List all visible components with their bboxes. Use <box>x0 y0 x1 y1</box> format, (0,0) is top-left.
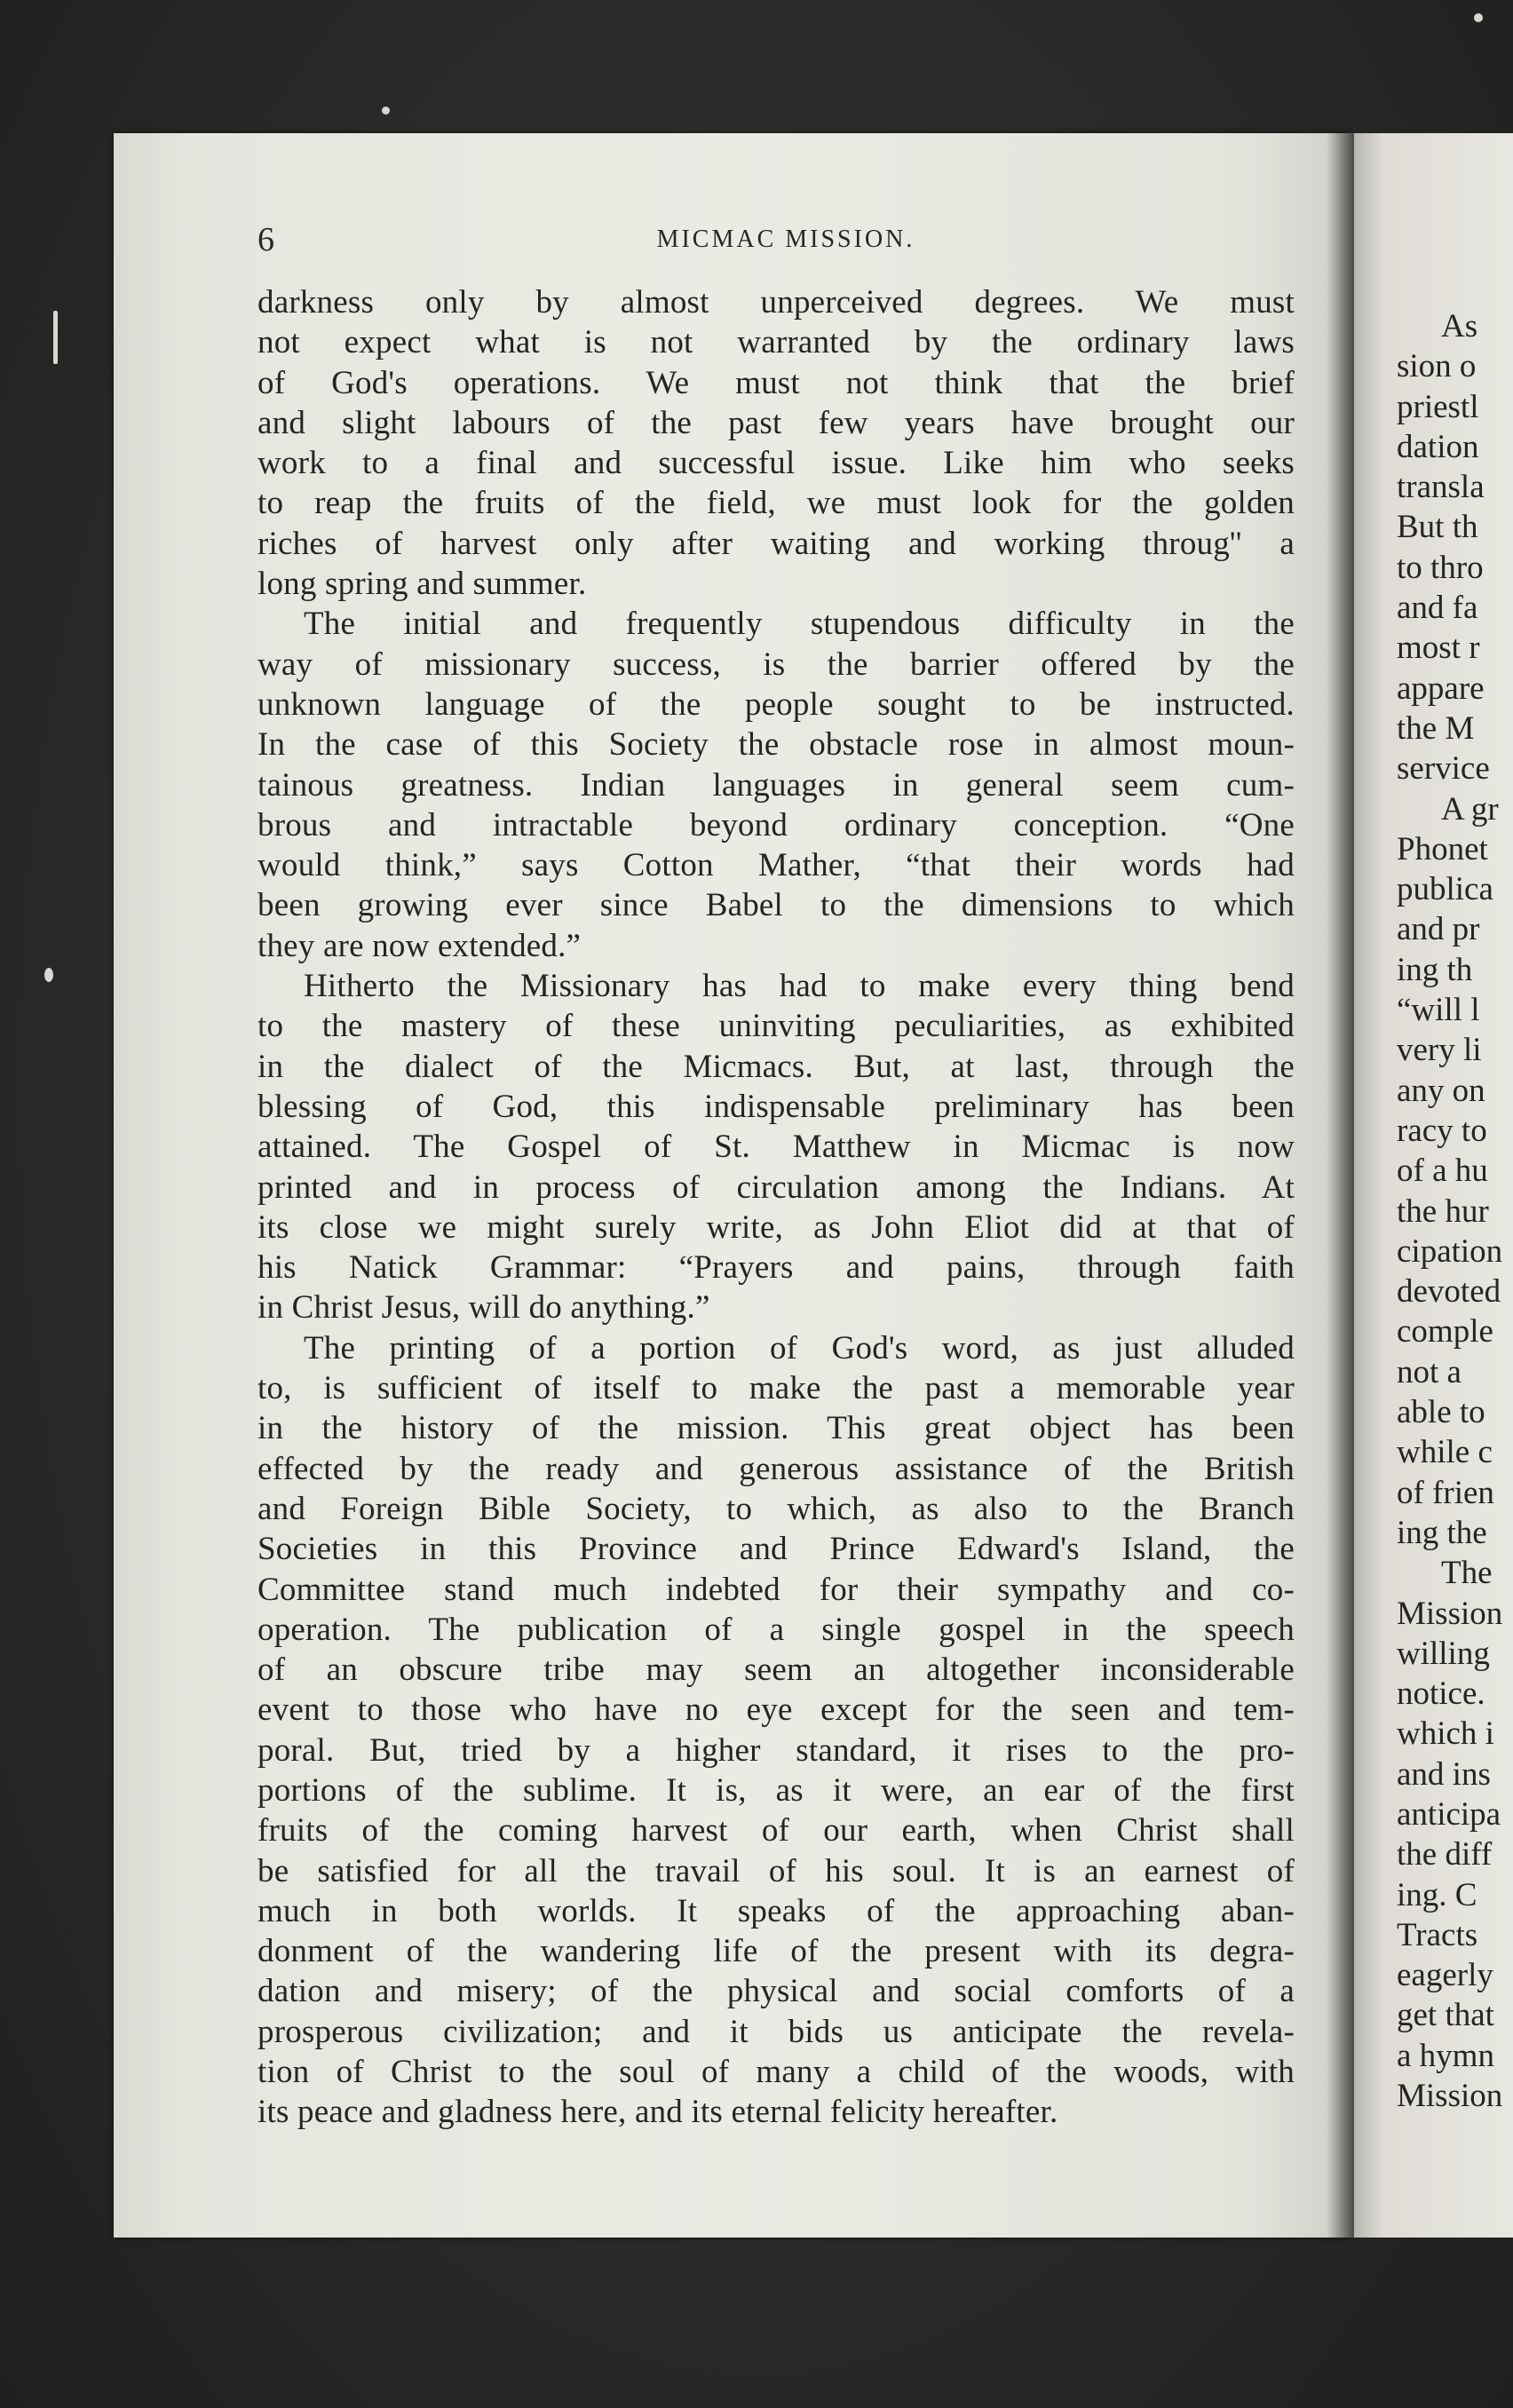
text-line: event to those who have no eye except for the seen and tem- <box>257 1691 1295 1729</box>
right-page-body <box>1397 306 1513 2116</box>
cropped-text-line: the hur <box>1397 1192 1489 1230</box>
cropped-text-line: cipation <box>1397 1232 1503 1270</box>
cropped-text-line: sion o <box>1397 348 1477 385</box>
cropped-text-line: racy to <box>1397 1112 1487 1149</box>
cropped-text-line: very li <box>1397 1032 1482 1069</box>
cropped-text-line: Tracts <box>1397 1916 1478 1953</box>
text-line: tainous greatness. Indian languages in general seem cum- <box>257 766 1295 804</box>
text-line: portions of the sublime. It is, as it were, an ear of the first <box>257 1771 1295 1809</box>
page-title: MICMAC MISSION. <box>656 226 915 253</box>
cropped-text-line: service <box>1397 750 1490 788</box>
text-line: its peace and gladness here, and its eternal felicity hereafter. <box>257 2094 1058 2131</box>
cropped-text-line: to thro <box>1397 549 1484 586</box>
cropped-text-line: comple <box>1397 1313 1493 1351</box>
text-line: its close we might surely write, as John Eliot did at that of <box>257 1208 1295 1246</box>
cropped-text-line: anticipa <box>1397 1795 1501 1833</box>
cropped-text-line: of a hu <box>1397 1153 1488 1190</box>
cropped-text-line: ing th <box>1397 951 1473 988</box>
cropped-text-line: a hymn <box>1397 2037 1494 2074</box>
cropped-text-line: notice. <box>1397 1675 1485 1713</box>
text-line: to reap the fruits of the field, we must look for the golden <box>257 485 1295 522</box>
text-line: Hitherto the Missionary has had to make every thing bend <box>304 968 1295 1005</box>
cropped-text-line: But th <box>1397 509 1478 546</box>
text-line: much in both worlds. It speaks of the approaching aban- <box>257 1892 1295 1929</box>
text-line: dation and misery; of the physical and social comforts of a <box>257 1973 1295 2010</box>
cropped-text-line: not a <box>1397 1353 1462 1390</box>
text-line: to, is sufficient of itself to make the past a memorable year <box>257 1370 1295 1407</box>
text-line: tion of Christ to the soul of many a child of the woods, with <box>257 2054 1295 2091</box>
cropped-text-line: able to <box>1397 1394 1485 1431</box>
left-page-body <box>257 282 1295 2133</box>
cropped-text-line: eagerly <box>1397 1957 1493 1994</box>
text-line: riches of harvest only after waiting and working throug'' a <box>257 525 1295 562</box>
text-line: be satisfied for all the travail of his soul. It is an earnest of <box>257 1852 1295 1889</box>
cropped-text-line: willing <box>1397 1635 1490 1672</box>
cropped-text-line: publica <box>1397 871 1493 908</box>
cropped-text-line: the M <box>1397 709 1475 747</box>
cropped-text-line: Phonet <box>1397 830 1488 867</box>
text-line: been growing ever since Babel to the dimensions to which <box>257 887 1295 924</box>
dust-speck <box>44 968 53 982</box>
text-line: brous and intractable beyond ordinary conception. “One <box>257 806 1295 844</box>
text-line: The initial and frequently stupendous difficulty in the <box>304 606 1295 643</box>
cropped-text-line: Mission <box>1397 2078 1503 2115</box>
cropped-text-line: dation <box>1397 428 1479 465</box>
text-line: not expect what is not warranted by the ordinary laws <box>257 324 1295 361</box>
cropped-text-line: transla <box>1397 469 1485 506</box>
cropped-text-line: ing. C <box>1397 1876 1477 1913</box>
cropped-text-line: and fa <box>1397 590 1478 627</box>
cropped-text-line: Mission <box>1397 1595 1503 1632</box>
cropped-text-line: while c <box>1397 1434 1493 1471</box>
cropped-text-line: most r <box>1397 630 1480 667</box>
text-line: long spring and summer. <box>257 566 587 603</box>
dust-speck <box>53 311 58 364</box>
text-line: fruits of the coming harvest of our earth, when Christ shall <box>257 1812 1295 1850</box>
text-line: and slight labours of the past few years have brought our <box>257 404 1295 441</box>
cropped-text-line: As <box>1441 308 1478 345</box>
cropped-text-line: of frien <box>1397 1474 1494 1511</box>
cropped-text-line: appare <box>1397 669 1485 707</box>
text-line: of an obscure tribe may seem an altogether inconsiderable <box>257 1652 1295 1689</box>
text-line: attained. The Gospel of St. Matthew in Micmac is now <box>257 1129 1295 1166</box>
dust-speck <box>1474 13 1483 22</box>
text-line: of God's operations. We must not think that the brief <box>257 364 1295 401</box>
text-line: operation. The publication of a single gospel in the speech <box>257 1611 1295 1648</box>
text-line: darkness only by almost unperceived degrees. We must <box>257 284 1295 321</box>
text-line: to the mastery of these uninviting peculiarities, as exhibited <box>257 1008 1295 1045</box>
text-line: they are now extended.” <box>257 927 582 964</box>
running-head <box>257 220 1314 256</box>
text-line: prosperous civilization; and it bids us anticipate the revela- <box>257 2013 1295 2050</box>
text-line: printed and in process of circulation among the Indians. At <box>257 1168 1295 1206</box>
text-line: in the dialect of the Micmacs. But, at last, through the <box>257 1048 1295 1085</box>
cropped-text-line: priestl <box>1397 388 1479 425</box>
page-number: 6 <box>257 221 274 258</box>
cropped-text-line: A gr <box>1441 790 1499 828</box>
text-line: In the case of this Society the obstacle rose in almost moun- <box>257 726 1295 764</box>
text-line: poral. But, tried by a higher standard, it rises to the pro- <box>257 1731 1295 1769</box>
cropped-text-line: “will l <box>1397 992 1480 1029</box>
text-line: and Foreign Bible Society, to which, as also to the Branch <box>257 1490 1295 1527</box>
cropped-text-line: The <box>1441 1555 1493 1592</box>
text-line: The printing of a portion of God's word, as just alluded <box>304 1329 1295 1366</box>
cropped-text-line: any on <box>1397 1072 1485 1109</box>
text-line: effected by the ready and generous assistance of the British <box>257 1450 1295 1487</box>
text-line: would think,” says Cotton Mather, “that their words had <box>257 847 1295 884</box>
cropped-text-line: and pr <box>1397 911 1480 948</box>
cropped-text-line: devoted <box>1397 1273 1501 1311</box>
book-gutter <box>1327 133 1354 2238</box>
text-line: unknown language of the people sought to be instructed. <box>257 685 1295 723</box>
text-line: work to a final and successful issue. Like him who seeks <box>257 445 1295 482</box>
cropped-text-line: which i <box>1397 1715 1494 1753</box>
text-line: way of missionary success, is the barrier offered by the <box>257 646 1295 683</box>
cropped-text-line: ing the <box>1397 1514 1487 1551</box>
text-line: blessing of God, this indispensable preliminary has been <box>257 1088 1295 1125</box>
dust-speck <box>382 107 390 115</box>
text-line: his Natick Grammar: “Prayers and pains, through faith <box>257 1249 1295 1287</box>
text-line: Societies in this Province and Prince Edward's Island, the <box>257 1531 1295 1568</box>
cropped-text-line: and ins <box>1397 1755 1491 1793</box>
cropped-text-line: get that <box>1397 1997 1494 2034</box>
text-line: in Christ Jesus, will do anything.” <box>257 1289 710 1327</box>
text-line: in the history of the mission. This great object has been <box>257 1410 1295 1447</box>
text-line: Committee stand much indebted for their sympathy and co- <box>257 1571 1295 1608</box>
cropped-text-line: the diff <box>1397 1836 1493 1873</box>
text-line: donment of the wandering life of the present with its degra- <box>257 1933 1295 1970</box>
